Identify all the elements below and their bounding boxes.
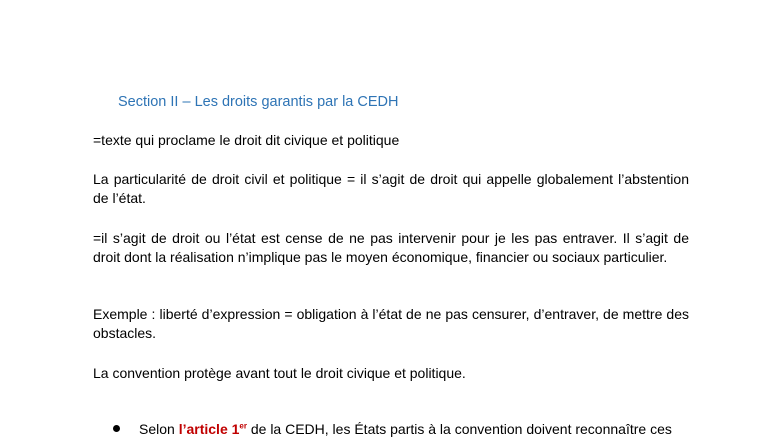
- bullet-suffix: de la CEDH, les États partis à la convention doivent reconnaître ces: [246, 421, 672, 437]
- section-heading: Section II – Les droits garantis par la CEDH: [118, 94, 399, 110]
- article-reference-superscript: er: [239, 421, 247, 431]
- bullet-item: [113, 420, 693, 439]
- paragraph-convention: La convention protège avant tout le droit civique et politique.: [93, 365, 466, 381]
- paragraph-intro: =texte qui proclame le droit dit civique et politique: [93, 132, 400, 148]
- paragraph-abstention: =il s’agit de droit ou l’état est cense de ne pas intervenir pour je les pas entraver. Il s’agit de droit dont la réalisation n’implique pas le moyen économique, financier ou sociaux particulier.: [93, 230, 689, 265]
- article-reference-text: l’article 1: [178, 421, 240, 437]
- bullet-dot-icon: [113, 425, 120, 432]
- bullet-prefix: Selon: [139, 421, 179, 437]
- bullet-text: [139, 421, 672, 437]
- paragraph-particularite: La particularité de droit civil et politique = il s’agit de droit qui appelle globalement l’abstention de l’état.: [93, 171, 689, 206]
- paragraph-exemple: Exemple : liberté d’expression = obligation à l’état de ne pas censurer, d’entraver, de mettre des obstacles.: [93, 306, 689, 341]
- article-reference: [179, 421, 247, 437]
